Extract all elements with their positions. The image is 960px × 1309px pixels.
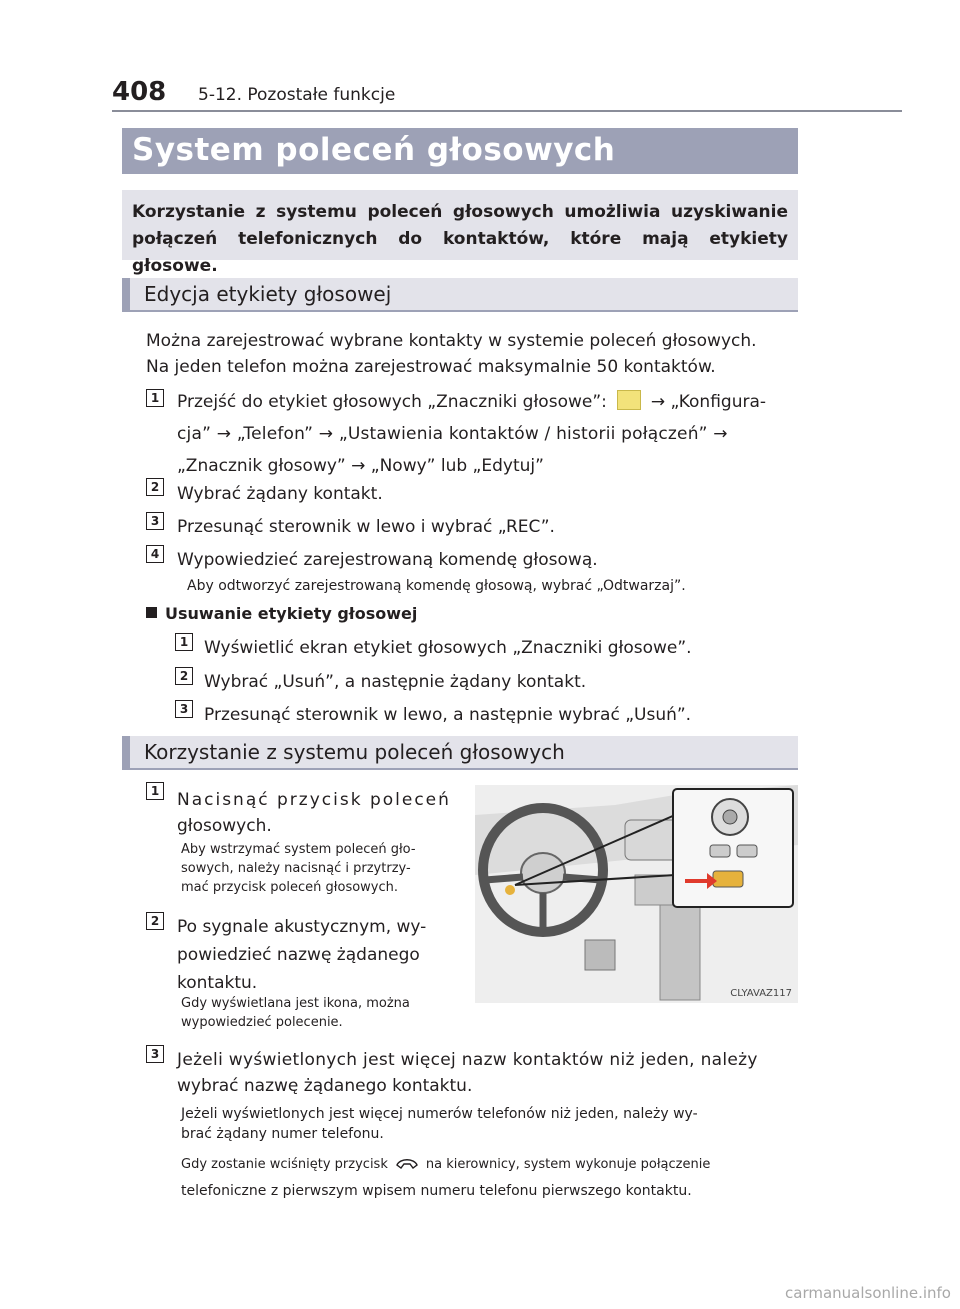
step-4-note: Aby odtworzyć zarejestrowaną komendę głosową, wybrać „Odtwarzaj”.	[187, 578, 686, 594]
step-1-line-2: cja” → „Telefon” → „Ustawienia kontaktów / historii połączeń” →	[177, 424, 728, 444]
phone-icon	[394, 1155, 420, 1171]
use-step-1-note-line: sowych, należy nacisnąć i przytrzy-	[181, 861, 411, 876]
delete-step-2-text: Wybrać „Usuń”, a następnie żądany kontakt.	[204, 672, 587, 692]
use-step-3-line-2: wybrać nazwę żądanego kontaktu.	[177, 1076, 473, 1096]
use-step-3-note-text-a: Gdy zostanie wciśnięty przycisk	[181, 1157, 388, 1172]
step-1-text-a: Przejść do etykiet głosowych „Znaczniki głosowe”:	[177, 392, 607, 412]
step-2-text: Wybrać żądany kontakt.	[177, 484, 383, 504]
use-step-3-note-1	[181, 1104, 798, 1144]
step-4-text: Wypowiedzieć zarejestrowaną komendę głosową.	[177, 550, 598, 570]
footer-watermark: carmanualsonline.info	[785, 1284, 951, 1302]
use-step-1-line-1: Nacisnąć przycisk poleceń	[177, 790, 451, 810]
step-number: 2	[146, 912, 164, 930]
step-1-text-b: → „Konfigura-	[650, 392, 767, 412]
use-step-3-note-line-4: telefoniczne z pierwszym wpisem numeru telefonu pierwszego kontaktu.	[181, 1183, 692, 1199]
use-step-3-note-text-b: na kierownicy, system wykonuje połączenie	[425, 1157, 711, 1172]
page-title-bar	[122, 128, 798, 174]
step-number: 3	[175, 700, 193, 718]
use-step-1-note	[181, 840, 416, 897]
step-number: 1	[146, 782, 164, 800]
delete-subheading	[146, 604, 417, 623]
step-number: 1	[175, 633, 193, 651]
use-step-1-note-line: mać przycisk poleceń głosowych.	[181, 880, 399, 895]
illustration-code: CLYAVAZ117	[730, 988, 792, 999]
step-number: 4	[146, 545, 164, 563]
delete-subheading-text: Usuwanie etykiety głosowej	[165, 604, 418, 623]
use-step-2-note-line: wypowiedzieć polecenie.	[181, 1015, 343, 1030]
use-step-3-note-2	[181, 1155, 798, 1175]
section-heading-use	[122, 736, 798, 770]
page-number: 408	[112, 77, 167, 107]
step-number: 2	[175, 667, 193, 685]
use-step-2-line: powiedzieć nazwę żądanego	[177, 945, 420, 965]
use-step-3-line-1: Jeżeli wyświetlonych jest więcej nazw kontaktów niż jeden, należy	[177, 1050, 758, 1070]
steering-wheel-icon	[475, 785, 798, 1003]
step-1-line-3: „Znacznik głosowy” → „Nowy” lub „Edytuj”	[177, 456, 544, 476]
use-step-2-line: kontaktu.	[177, 973, 258, 993]
use-step-2-line: Po sygnale akustycznym, wy-	[177, 917, 427, 937]
step-1-line	[177, 388, 798, 416]
step-3-text: Przesunąć sterownik w lewo i wybrać „REC”.	[177, 517, 555, 537]
delete-step-3-text: Przesunąć sterownik w lewo, a następnie wybrać „Usuń”.	[204, 705, 692, 725]
use-step-3-note-line: Jeżeli wyświetlonych jest więcej numerów telefonów niż jeden, należy wy-	[181, 1106, 698, 1122]
chapter-title: 5-12. Pozostałe funkcje	[198, 85, 396, 105]
header-divider	[112, 110, 902, 112]
bullet-square-icon	[146, 607, 157, 618]
intro-box	[122, 190, 798, 276]
step-number: 3	[146, 1045, 164, 1063]
steering-wheel-illustration	[475, 785, 798, 1003]
section-heading-edit	[122, 278, 798, 312]
menu-button-icon	[617, 390, 641, 410]
step-number: 1	[146, 389, 164, 407]
step-number: 3	[146, 512, 164, 530]
use-step-1-note-line: Aby wstrzymać system poleceń gło-	[181, 842, 416, 857]
delete-step-1-text: Wyświetlić ekran etykiet głosowych „Znaczniki głosowe”.	[204, 638, 692, 658]
use-step-1-line-2: głosowych.	[177, 816, 272, 836]
section-heading-edit-text: Edycja etykiety głosowej	[144, 282, 392, 306]
section-heading-use-text: Korzystanie z systemu poleceń głosowych	[144, 740, 565, 764]
paragraph-line: Na jeden telefon można zarejestrować maksymalnie 50 kontaktów.	[146, 357, 716, 377]
step-number: 2	[146, 478, 164, 496]
use-step-2-note-line: Gdy wyświetlana jest ikona, można	[181, 996, 410, 1011]
use-step-2-note	[181, 994, 410, 1032]
use-step-2-text	[177, 913, 461, 997]
page-title: System poleceń głosowych	[132, 132, 616, 168]
intro-text: Korzystanie z systemu poleceń głosowych umożliwia uzyskiwanie połączeń telefonicznych do kontaktów, które mają etykiety głosowe.	[132, 202, 788, 276]
paragraph-line: Można zarejestrować wybrane kontakty w systemie poleceń głosowych.	[146, 331, 757, 351]
use-step-3-note-line: brać żądany numer telefonu.	[181, 1126, 384, 1142]
